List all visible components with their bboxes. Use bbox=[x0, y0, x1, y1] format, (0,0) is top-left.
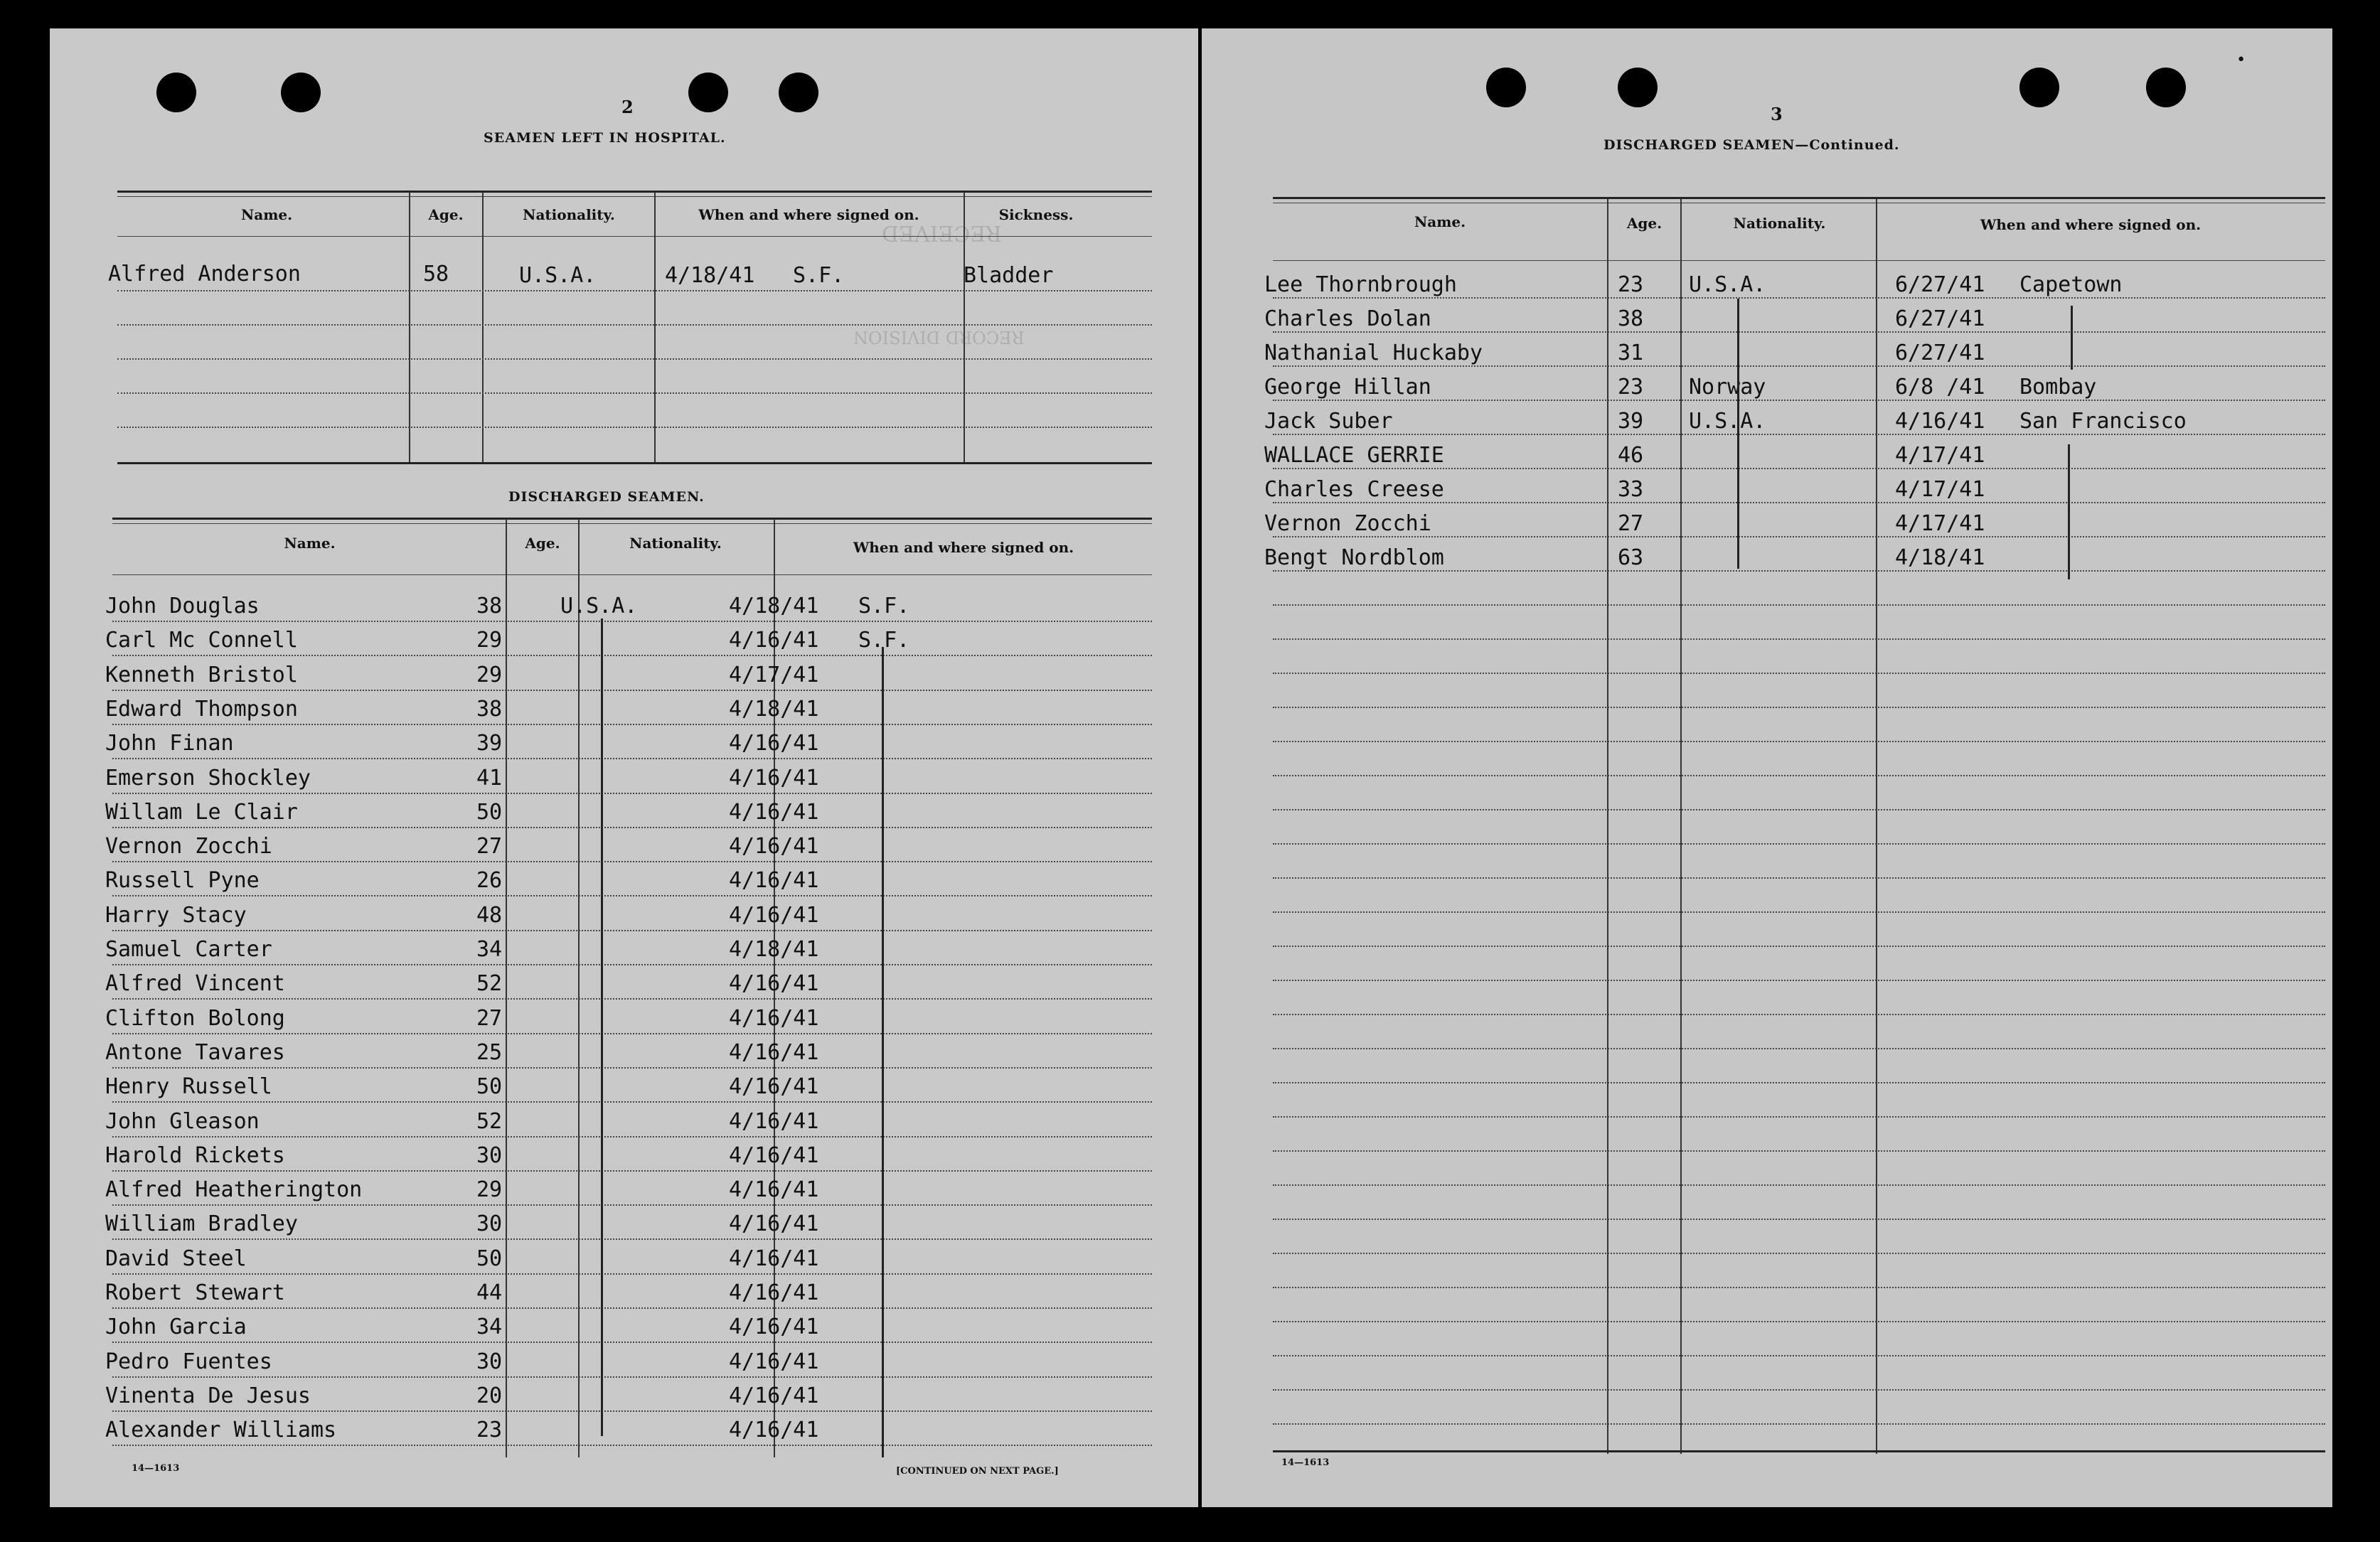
seaman-age: 31 bbox=[1618, 341, 1644, 365]
signed-on-date: 4/18/41 bbox=[729, 937, 819, 962]
seaman-age: 48 bbox=[476, 903, 503, 928]
seaman-age: 29 bbox=[476, 1177, 503, 1202]
punch-hole bbox=[2146, 68, 2186, 107]
row-rule bbox=[1273, 1423, 2325, 1425]
signed-on-place: S.F. bbox=[858, 628, 910, 653]
row-rule bbox=[1273, 707, 2325, 708]
column-divider bbox=[964, 192, 965, 462]
ditto-line bbox=[2068, 444, 2070, 579]
signed-on-date: 4/17/41 bbox=[729, 663, 819, 687]
seaman-age: 39 bbox=[1618, 409, 1644, 434]
column-divider bbox=[1680, 199, 1682, 1454]
row-rule bbox=[1273, 1389, 2325, 1391]
corner-mark: • bbox=[2236, 51, 2246, 69]
seaman-name: Nathanial Huckaby bbox=[1264, 341, 1483, 365]
row-rule bbox=[1273, 570, 2325, 572]
signed-on-place: Capetown bbox=[2019, 272, 2123, 297]
seaman-name: WALLACE GERRIE bbox=[1264, 443, 1444, 468]
row-rule bbox=[1273, 1253, 2325, 1254]
seaman-name: Alfred Heatherington bbox=[105, 1177, 363, 1202]
form-number: 14—1613 bbox=[132, 1463, 180, 1474]
column-divider bbox=[654, 192, 656, 462]
seaman-age: 63 bbox=[1618, 545, 1644, 570]
seaman-name: George Hillan bbox=[1264, 375, 1431, 400]
column-header-age: Age. bbox=[525, 535, 560, 552]
punch-hole bbox=[156, 73, 196, 112]
signed-on-date: 4/17/41 bbox=[1895, 477, 1985, 502]
seaman-age: 38 bbox=[1618, 306, 1644, 331]
table-top-rule bbox=[117, 191, 1152, 193]
seaman-age: 44 bbox=[476, 1280, 503, 1305]
seaman-age: 30 bbox=[476, 1143, 503, 1168]
punch-hole bbox=[1618, 68, 1658, 107]
seaman-name: Jack Suber bbox=[1264, 409, 1393, 434]
seaman-name: Harry Stacy bbox=[105, 903, 247, 928]
seaman-name: Alexander Williams bbox=[105, 1418, 337, 1442]
signed-on-place: Bombay bbox=[2019, 375, 2097, 400]
hospital-section-title: SEAMEN LEFT IN HOSPITAL. bbox=[484, 130, 726, 146]
signed-on-date: 4/16/41 bbox=[729, 1143, 819, 1168]
ditto-line bbox=[601, 619, 603, 1436]
seaman-name: Harold Rickets bbox=[105, 1143, 285, 1168]
signed-on-date: 4/18/41 bbox=[729, 594, 819, 619]
signed-on-date: 4/16/41 bbox=[729, 1280, 819, 1305]
seaman-name: Vernon Zocchi bbox=[105, 834, 272, 859]
punch-hole bbox=[2019, 68, 2059, 107]
seaman-age: 27 bbox=[1618, 511, 1644, 536]
column-header-signed-on: When and where signed on. bbox=[698, 206, 919, 223]
column-header-age: Age. bbox=[428, 206, 464, 223]
row-rule bbox=[1273, 1116, 2325, 1118]
table-top-rule bbox=[112, 518, 1152, 520]
row-rule bbox=[112, 621, 1152, 622]
row-rule bbox=[112, 1238, 1152, 1240]
row-rule bbox=[112, 1273, 1152, 1275]
row-rule bbox=[117, 324, 1152, 326]
seaman-name: Emerson Shockley bbox=[105, 766, 311, 791]
seaman-age: 33 bbox=[1618, 477, 1644, 502]
ditto-line bbox=[1737, 299, 1739, 569]
seaman-name: John Finan bbox=[105, 731, 234, 756]
seaman-name: Alfred Anderson bbox=[108, 262, 301, 287]
row-rule bbox=[1273, 536, 2325, 537]
row-rule bbox=[1273, 673, 2325, 674]
seaman-age: 41 bbox=[476, 766, 503, 791]
row-rule bbox=[1273, 1219, 2325, 1220]
signed-on-date: 6/27/41 bbox=[1895, 341, 1985, 365]
row-rule bbox=[1273, 1082, 2325, 1083]
table-bottom-rule bbox=[117, 462, 1152, 464]
column-header-signed-on: When and where signed on. bbox=[853, 539, 1074, 556]
row-rule bbox=[1273, 365, 2325, 367]
seaman-name: Vernon Zocchi bbox=[1264, 511, 1431, 536]
seaman-age: 29 bbox=[476, 628, 503, 653]
seaman-nationality: U.S.A. bbox=[1689, 409, 1766, 434]
row-rule bbox=[1273, 604, 2325, 606]
row-rule bbox=[1273, 809, 2325, 810]
row-rule bbox=[1273, 1048, 2325, 1049]
signed-on-date: 4/16/41 bbox=[729, 1040, 819, 1065]
row-rule bbox=[112, 758, 1152, 759]
row-rule bbox=[117, 392, 1152, 394]
row-rule bbox=[1273, 468, 2325, 469]
seaman-nationality: U.S.A. bbox=[1689, 272, 1766, 297]
signed-on-date: 4/16/41 bbox=[729, 971, 819, 996]
row-rule bbox=[112, 655, 1152, 656]
signed-on-date: 4/16/41 bbox=[729, 903, 819, 928]
signed-on-date: 4/16/41 bbox=[729, 1418, 819, 1442]
row-rule bbox=[1273, 843, 2325, 845]
seaman-age: 26 bbox=[476, 868, 503, 893]
signed-on-date: 6/27/41 bbox=[1895, 306, 1985, 331]
seaman-age: 23 bbox=[1618, 272, 1644, 297]
signed-on-date: 4/16/41 bbox=[729, 1006, 819, 1031]
seaman-age: 20 bbox=[476, 1383, 503, 1408]
seaman-age: 50 bbox=[476, 1074, 503, 1099]
row-rule bbox=[1273, 877, 2325, 879]
signed-on-date: 4/16/41 bbox=[729, 766, 819, 791]
row-rule bbox=[1273, 980, 2325, 981]
signed-on-date: 6/27/41 bbox=[1895, 272, 1985, 297]
seaman-age: 34 bbox=[476, 937, 503, 962]
seaman-age: 52 bbox=[476, 1109, 503, 1134]
table-bottom-rule bbox=[1273, 1450, 2325, 1452]
column-divider bbox=[409, 192, 410, 462]
form-number: 14—1613 bbox=[1281, 1457, 1330, 1468]
bleed-through-stamp: RECORD DIVISION bbox=[853, 327, 1025, 347]
seaman-name: Kenneth Bristol bbox=[105, 663, 298, 687]
row-rule bbox=[1273, 331, 2325, 333]
signed-on-date: 6/8 /41 bbox=[1895, 375, 1985, 400]
row-rule bbox=[112, 827, 1152, 828]
header-rule bbox=[1273, 260, 2325, 261]
row-rule bbox=[112, 861, 1152, 862]
left-page bbox=[50, 28, 1198, 1507]
signed-on-place: S.F. bbox=[793, 263, 845, 288]
page-number: 3 bbox=[1771, 104, 1783, 124]
punch-hole bbox=[688, 73, 728, 112]
seaman-name: Edward Thompson bbox=[105, 697, 298, 722]
seaman-age: 50 bbox=[476, 800, 503, 825]
column-divider bbox=[482, 192, 484, 462]
seaman-age: 34 bbox=[476, 1315, 503, 1339]
seaman-name: Clifton Bolong bbox=[105, 1006, 285, 1031]
punch-hole bbox=[1486, 68, 1526, 107]
column-header-name: Name. bbox=[284, 535, 336, 552]
row-rule bbox=[112, 1136, 1152, 1137]
continued-note: [CONTINUED ON NEXT PAGE.] bbox=[896, 1466, 1059, 1477]
seaman-name: Willam Le Clair bbox=[105, 800, 298, 825]
column-header-name: Name. bbox=[240, 206, 293, 223]
header-rule bbox=[117, 236, 1152, 237]
column-header-name: Name. bbox=[1414, 213, 1466, 230]
ditto-line bbox=[2071, 306, 2073, 370]
seaman-age: 30 bbox=[476, 1211, 503, 1236]
column-divider bbox=[578, 519, 580, 1457]
column-divider bbox=[506, 519, 507, 1457]
seaman-age: 25 bbox=[476, 1040, 503, 1065]
seaman-age: 29 bbox=[476, 663, 503, 687]
row-rule bbox=[112, 1101, 1152, 1103]
row-rule bbox=[112, 930, 1152, 931]
signed-on-date: 4/16/41 bbox=[729, 800, 819, 825]
page-number: 2 bbox=[621, 97, 634, 117]
seaman-nationality: Norway bbox=[1689, 375, 1766, 400]
seaman-name: Bengt Nordblom bbox=[1264, 545, 1444, 570]
table-top-rule bbox=[117, 196, 1152, 197]
signed-on-date: 4/16/41 bbox=[729, 1246, 819, 1271]
row-rule bbox=[1273, 1355, 2325, 1356]
seaman-age: 38 bbox=[476, 697, 503, 722]
seaman-age: 52 bbox=[476, 971, 503, 996]
signed-on-date: 4/18/41 bbox=[1895, 545, 1985, 570]
sickness: Bladder bbox=[964, 263, 1054, 288]
row-rule bbox=[117, 290, 1152, 291]
column-header-signed-on: When and where signed on. bbox=[1980, 216, 2202, 233]
table-top-rule bbox=[1273, 197, 2325, 199]
seaman-age: 27 bbox=[476, 1006, 503, 1031]
signed-on-date: 4/16/41 bbox=[729, 1315, 819, 1339]
row-rule bbox=[117, 427, 1152, 428]
row-rule bbox=[112, 1033, 1152, 1034]
seaman-age: 27 bbox=[476, 834, 503, 859]
seaman-name: Charles Creese bbox=[1264, 477, 1444, 502]
row-rule bbox=[112, 724, 1152, 725]
punch-hole bbox=[779, 73, 818, 112]
seaman-name: Pedro Fuentes bbox=[105, 1349, 272, 1374]
seaman-age: 23 bbox=[476, 1418, 503, 1442]
seaman-name: Samuel Carter bbox=[105, 937, 272, 962]
signed-on-date: 4/17/41 bbox=[1895, 443, 1985, 468]
row-rule bbox=[1273, 502, 2325, 503]
seaman-name: David Steel bbox=[105, 1246, 247, 1271]
seaman-name: Henry Russell bbox=[105, 1074, 272, 1099]
seaman-age: 38 bbox=[476, 594, 503, 619]
signed-on-place: San Francisco bbox=[2019, 409, 2187, 434]
row-rule bbox=[112, 964, 1152, 965]
seaman-name: Russell Pyne bbox=[105, 868, 260, 893]
table-top-rule bbox=[112, 523, 1152, 524]
row-rule bbox=[1273, 297, 2325, 299]
punch-hole bbox=[281, 73, 321, 112]
seaman-name: Alfred Vincent bbox=[105, 971, 285, 996]
seaman-name: Antone Tavares bbox=[105, 1040, 285, 1065]
signed-on-date: 4/18/41 bbox=[665, 263, 755, 288]
signed-on-date: 4/16/41 bbox=[729, 731, 819, 756]
row-rule bbox=[112, 1410, 1152, 1412]
signed-on-date: 4/17/41 bbox=[1895, 511, 1985, 536]
signed-on-date: 4/18/41 bbox=[729, 697, 819, 722]
row-rule bbox=[1273, 1321, 2325, 1322]
column-divider bbox=[1607, 199, 1608, 1454]
row-rule bbox=[112, 793, 1152, 794]
signed-on-date: 4/16/41 bbox=[729, 1074, 819, 1099]
row-rule bbox=[112, 1204, 1152, 1206]
row-rule bbox=[1273, 946, 2325, 947]
row-rule bbox=[112, 1067, 1152, 1069]
signed-on-date: 4/16/41 bbox=[729, 1349, 819, 1374]
column-header-nationality: Nationality. bbox=[1733, 215, 1826, 232]
row-rule bbox=[117, 358, 1152, 360]
row-rule bbox=[1273, 1184, 2325, 1186]
column-header-sickness: Sickness. bbox=[998, 206, 1074, 223]
seaman-name: Charles Dolan bbox=[1264, 306, 1431, 331]
ditto-line bbox=[882, 647, 884, 1457]
signed-on-date: 4/16/41 bbox=[1895, 409, 1985, 434]
row-rule bbox=[1273, 741, 2325, 742]
row-rule bbox=[1273, 911, 2325, 913]
column-divider bbox=[1876, 199, 1877, 1454]
bleed-through-stamp: RECEIVED bbox=[882, 220, 1002, 245]
column-header-age: Age. bbox=[1626, 215, 1663, 232]
row-rule bbox=[112, 1170, 1152, 1172]
seaman-nationality: U.S.A. bbox=[519, 263, 597, 288]
row-rule bbox=[1273, 1150, 2325, 1152]
nationality-entry: U.S.A. bbox=[560, 594, 638, 619]
signed-on-date: 4/16/41 bbox=[729, 1211, 819, 1236]
seaman-name: Vinenta De Jesus bbox=[105, 1383, 311, 1408]
row-rule bbox=[112, 1445, 1152, 1446]
seaman-name: Lee Thornbrough bbox=[1264, 272, 1457, 297]
seaman-age: 23 bbox=[1618, 375, 1644, 400]
row-rule bbox=[112, 895, 1152, 896]
signed-on-date: 4/16/41 bbox=[729, 1383, 819, 1408]
row-rule bbox=[112, 998, 1152, 1000]
seaman-name: William Bradley bbox=[105, 1211, 298, 1236]
row-rule bbox=[112, 690, 1152, 691]
right-page bbox=[1202, 28, 2332, 1507]
column-header-nationality: Nationality. bbox=[523, 206, 615, 223]
signed-on-place: S.F. bbox=[858, 594, 910, 619]
signed-on-date: 4/16/41 bbox=[729, 1177, 819, 1202]
seaman-age: 39 bbox=[476, 731, 503, 756]
discharged-continued-title: DISCHARGED SEAMEN—Continued. bbox=[1603, 137, 1900, 153]
row-rule bbox=[1273, 775, 2325, 776]
seaman-name: Carl Mc Connell bbox=[105, 628, 298, 653]
seaman-age: 58 bbox=[423, 262, 449, 287]
signed-on-date: 4/16/41 bbox=[729, 868, 819, 893]
signed-on-date: 4/16/41 bbox=[729, 628, 819, 653]
seaman-age: 30 bbox=[476, 1349, 503, 1374]
row-rule bbox=[1273, 1287, 2325, 1288]
column-header-nationality: Nationality. bbox=[629, 535, 722, 552]
row-rule bbox=[1273, 400, 2325, 401]
signed-on-date: 4/16/41 bbox=[729, 1109, 819, 1134]
seaman-name: John Garcia bbox=[105, 1315, 247, 1339]
row-rule bbox=[1273, 1014, 2325, 1015]
seaman-name: Robert Stewart bbox=[105, 1280, 285, 1305]
row-rule bbox=[1273, 638, 2325, 640]
row-rule bbox=[112, 1342, 1152, 1343]
discharged-section-title: DISCHARGED SEAMEN. bbox=[508, 489, 705, 505]
signed-on-date: 4/16/41 bbox=[729, 834, 819, 859]
row-rule bbox=[1273, 434, 2325, 435]
seaman-age: 46 bbox=[1618, 443, 1644, 468]
row-rule bbox=[112, 1376, 1152, 1378]
row-rule bbox=[112, 1307, 1152, 1309]
seaman-age: 50 bbox=[476, 1246, 503, 1271]
seaman-name: John Gleason bbox=[105, 1109, 260, 1134]
header-rule bbox=[112, 574, 1152, 575]
seaman-name: John Douglas bbox=[105, 594, 260, 619]
